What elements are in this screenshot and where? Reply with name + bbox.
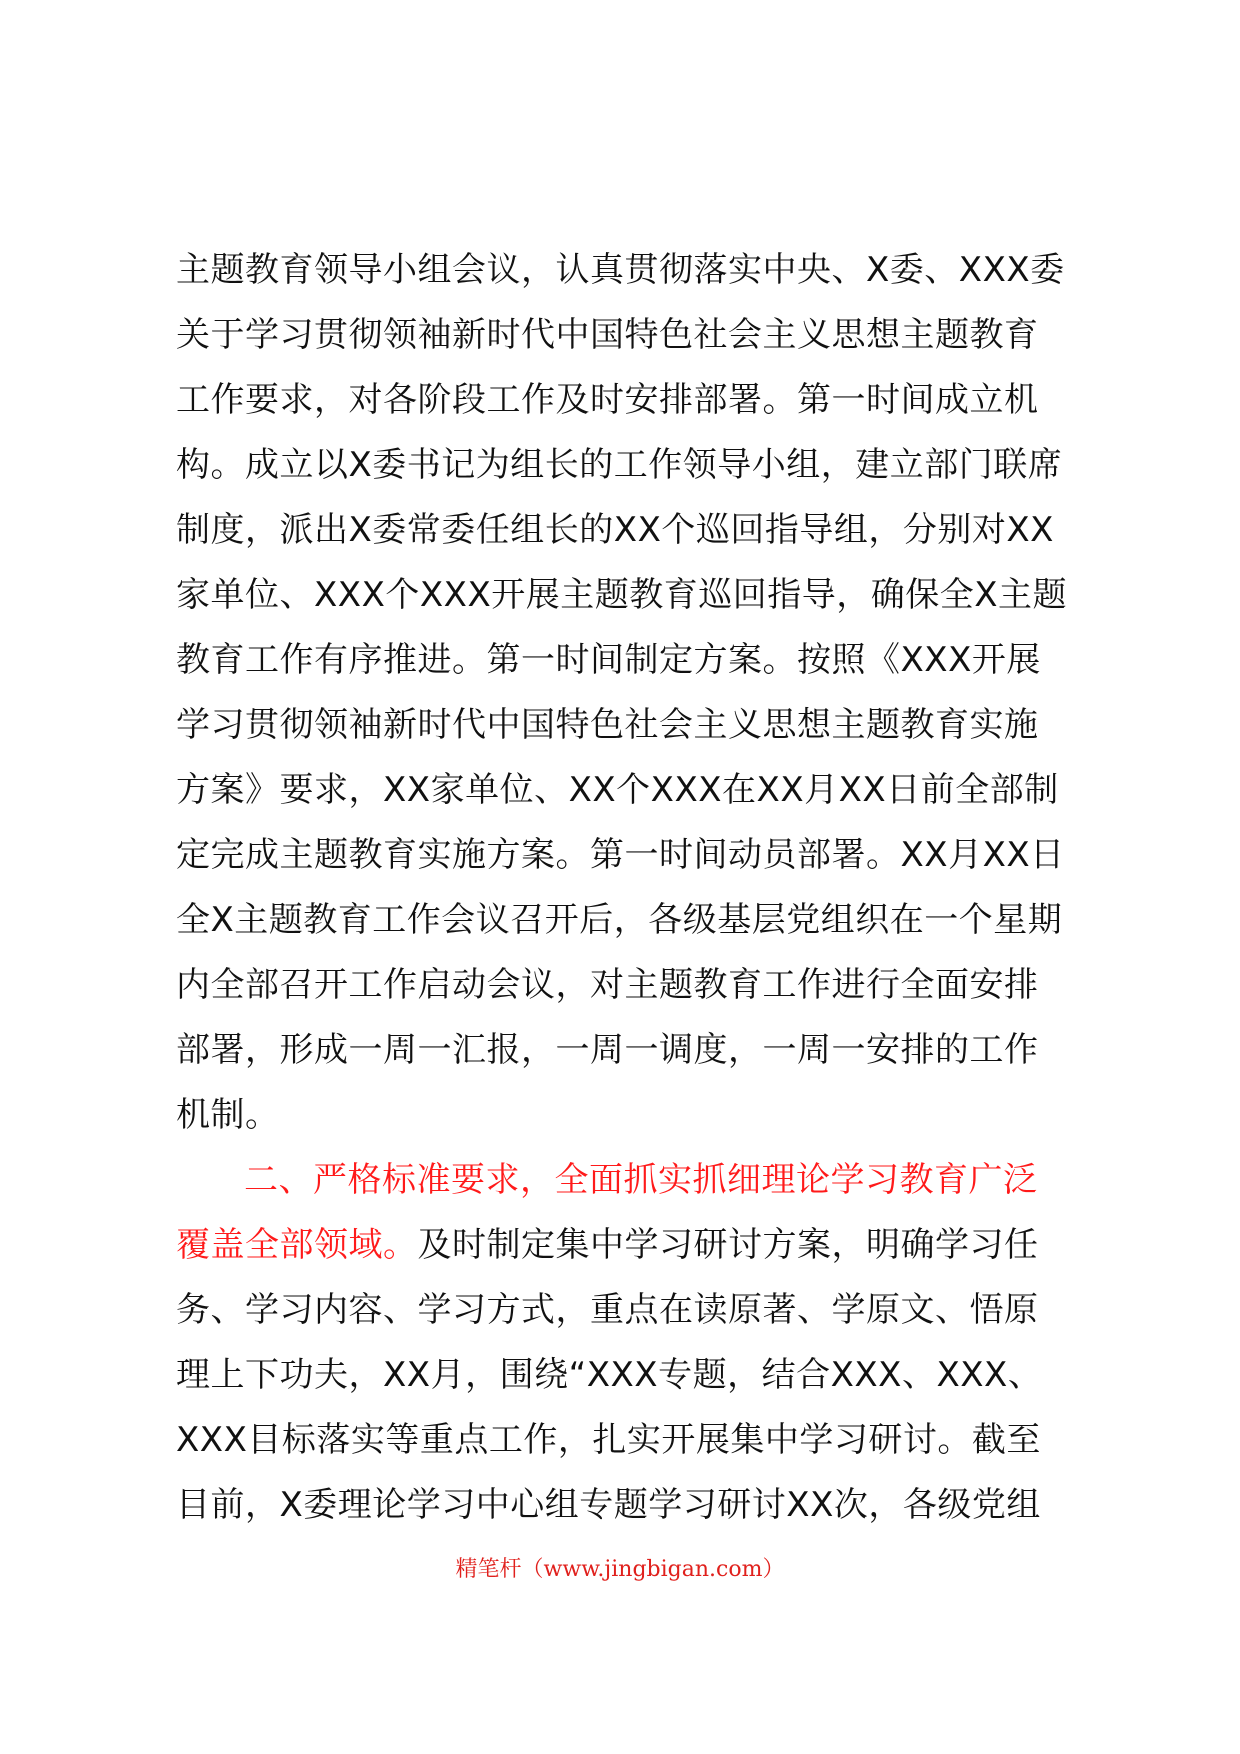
paragraph-line: 全X主题教育工作会议召开后，各级基层党组织在一个星期 bbox=[176, 900, 1063, 940]
section-heading: 二、严格标准要求，全面抓实抓细理论学习教育广泛 bbox=[244, 1160, 1038, 1200]
paragraph-line bbox=[176, 1213, 1112, 1278]
paragraph-line: 主题教育领导小组会议，认真贯彻落实中央、X委、XXX委 bbox=[176, 250, 1065, 290]
paragraph-line: 方案》要求，XX家单位、XX个XXX在XX月XX日前全部制 bbox=[176, 770, 1059, 810]
paragraph-line: 关于学习贯彻领袖新时代中国特色社会主义思想主题教育 bbox=[176, 315, 1039, 355]
paragraph-line: 部署，形成一周一汇报，一周一调度，一周一安排的工作 bbox=[176, 1030, 1039, 1070]
paragraph-line: 机制。 bbox=[176, 1095, 280, 1135]
paragraph-line: XXX目标落实等重点工作，扎实开展集中学习研讨。截至 bbox=[176, 1420, 1041, 1460]
paragraph-line: 构。成立以X委书记为组长的工作领导小组，建立部门联席 bbox=[176, 445, 1063, 485]
paragraph-line: 内全部召开工作启动会议，对主题教育工作进行全面安排 bbox=[176, 965, 1039, 1005]
section-heading-continued: 覆盖全部领域。 bbox=[176, 1225, 418, 1265]
paragraph-line: 制度，派出X委常委任组长的XX个巡回指导组，分别对XX bbox=[176, 510, 1054, 550]
paragraph-line: 务、学习内容、学习方式，重点在读原著、学原文、悟原 bbox=[176, 1290, 1039, 1330]
footer-watermark: 精笔杆（www.jingbigan.com） bbox=[455, 1557, 785, 1582]
paragraph-line: 理上下功夫，XX月，围绕“XXX专题，结合XXX、XXX、 bbox=[176, 1355, 1043, 1395]
paragraph-line: 工作要求，对各阶段工作及时安排部署。第一时间成立机 bbox=[176, 380, 1039, 420]
paragraph-text: 及时制定集中学习研讨方案，明确学习任 bbox=[417, 1225, 1039, 1265]
paragraph-line: 目前，X委理论学习中心组专题学习研讨XX次，各级党组 bbox=[176, 1485, 1041, 1525]
paragraph-line: 定完成主题教育实施方案。第一时间动员部署。XX月XX日 bbox=[176, 835, 1065, 875]
paragraph-line: 学习贯彻领袖新时代中国特色社会主义思想主题教育实施 bbox=[176, 705, 1039, 745]
body-text bbox=[176, 238, 1112, 1538]
paragraph-line: 教育工作有序推进。第一时间制定方案。按照《XXX开展 bbox=[176, 640, 1041, 680]
paragraph-line: 家单位、XXX个XXX开展主题教育巡回指导，确保全X主题 bbox=[176, 575, 1068, 615]
